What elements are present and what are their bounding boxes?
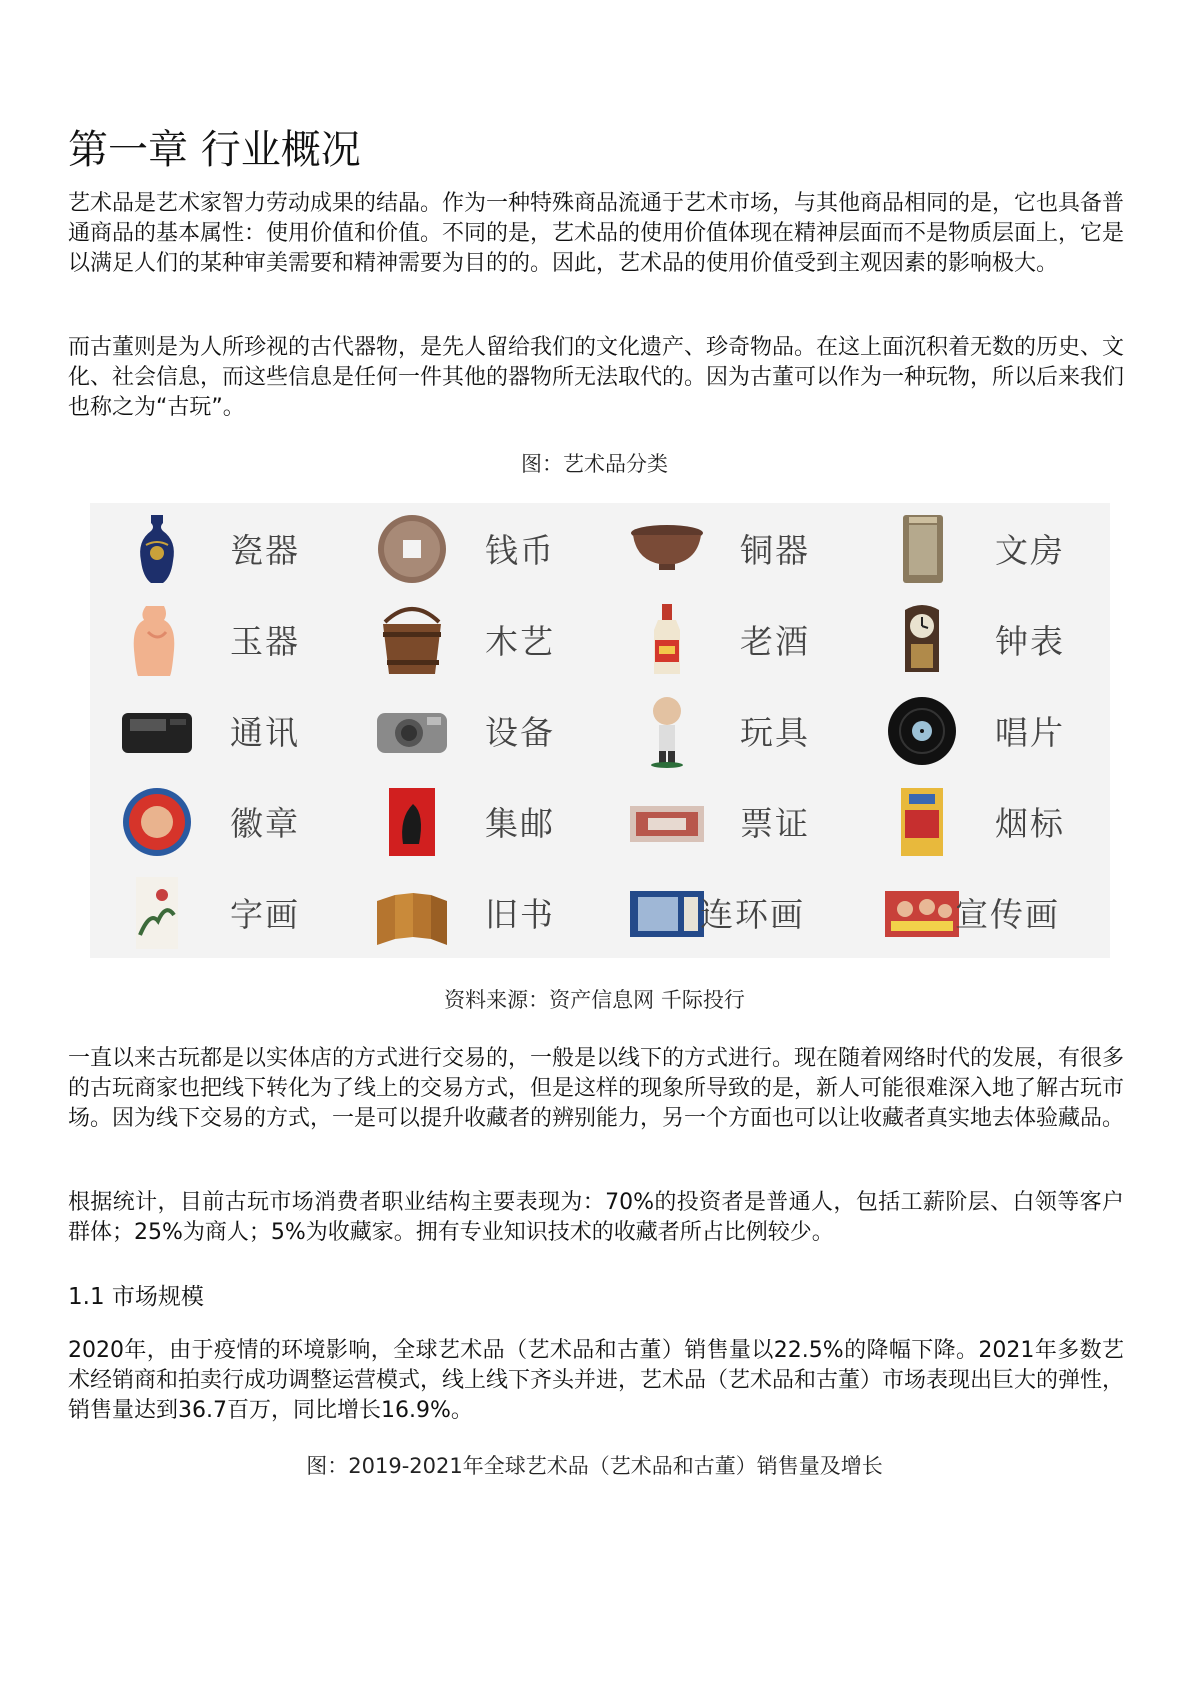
category-label: 烟标 bbox=[995, 804, 1065, 843]
chapter-title: 第一章 行业概况 bbox=[68, 127, 361, 173]
category-cell bbox=[345, 776, 600, 867]
vase-icon bbox=[118, 511, 196, 587]
stamp-icon bbox=[373, 784, 451, 860]
category-cell bbox=[345, 867, 600, 958]
category-cell bbox=[855, 776, 1110, 867]
category-cell bbox=[345, 594, 600, 685]
category-label: 钟表 bbox=[995, 622, 1065, 661]
badge-icon bbox=[118, 784, 196, 860]
artwork-category-figure bbox=[90, 503, 1110, 958]
comic-book-icon bbox=[628, 875, 706, 951]
category-label: 玩具 bbox=[740, 713, 810, 752]
category-cell bbox=[90, 594, 345, 685]
paragraph-artwork-definition: 艺术品是艺术家智力劳动成果的结晶。作为一种特殊商品流通于艺术市场，与其他商品相同的是，它也具备普通商品的基本属性：使用价值和价值。不同的是，艺术品的使用价值体现在精神层面而不是物质层面上，它是以满足人们的某种审美需要和精神需要为目的的。因此，艺术品的使用价值受到主观因素的影响极大。 bbox=[68, 191, 1125, 276]
category-label: 铜器 bbox=[740, 531, 810, 570]
paragraph-antique-definition: 而古董则是为人所珍视的古代器物，是先人留给我们的文化遗产、珍奇物品。在这上面沉积着无数的历史、文化、社会信息，而这些信息是任何一件其他的器物所无法取代的。因为古董可以作为一种玩物，所以后来我们也称之为“古玩”。 bbox=[68, 335, 1125, 420]
wooden-bucket-icon bbox=[373, 602, 451, 678]
category-cell bbox=[855, 594, 1110, 685]
coin-icon bbox=[373, 511, 451, 587]
inkstone-icon bbox=[883, 511, 961, 587]
poster-icon bbox=[883, 875, 961, 951]
category-cell bbox=[345, 685, 600, 776]
liquor-bottle-icon bbox=[628, 602, 706, 678]
pager-icon bbox=[118, 693, 196, 769]
category-cell bbox=[600, 685, 855, 776]
category-cell bbox=[600, 594, 855, 685]
category-label: 徽章 bbox=[230, 804, 300, 843]
category-label: 票证 bbox=[740, 804, 810, 843]
category-label: 老酒 bbox=[740, 622, 810, 661]
category-label: 集邮 bbox=[485, 804, 555, 843]
old-books-icon bbox=[373, 875, 451, 951]
ticket-icon bbox=[628, 784, 706, 860]
category-label: 瓷器 bbox=[230, 531, 300, 570]
category-label: 字画 bbox=[230, 895, 300, 934]
bobblehead-icon bbox=[628, 693, 706, 769]
category-label: 宣传画 bbox=[955, 895, 1060, 934]
category-cell bbox=[855, 867, 1110, 958]
category-cell bbox=[855, 503, 1110, 594]
category-label: 连环画 bbox=[700, 895, 805, 934]
category-cell bbox=[855, 685, 1110, 776]
paragraph-market-size: 2020年，由于疫情的环境影响，全球艺术品（艺术品和古董）销售量以22.5%的降幅下降。2021年多数艺术经销商和拍卖行成功调整运营模式，线上线下齐头并进，艺术品（艺术品和古董）市场表现出巨大的弹性，销售量达到36.7百万，同比增长16.9%。 bbox=[68, 1338, 1125, 1423]
category-label: 玉器 bbox=[230, 622, 300, 661]
category-label: 木艺 bbox=[485, 622, 555, 661]
category-label: 文房 bbox=[995, 531, 1065, 570]
category-cell bbox=[90, 503, 345, 594]
bronze-bowl-icon bbox=[628, 511, 706, 587]
figure1-source: 资料来源：资产信息网 千际投行 bbox=[444, 988, 745, 1012]
category-cell bbox=[345, 503, 600, 594]
painting-icon bbox=[118, 875, 196, 951]
figure1-caption: 图：艺术品分类 bbox=[521, 452, 668, 476]
cigarette-pack-icon bbox=[883, 784, 961, 860]
wall-clock-icon bbox=[883, 602, 961, 678]
jade-icon bbox=[118, 602, 196, 678]
category-label: 设备 bbox=[485, 713, 555, 752]
category-cell bbox=[90, 685, 345, 776]
category-cell bbox=[600, 867, 855, 958]
category-label: 唱片 bbox=[995, 713, 1065, 752]
section-heading-market-size: 1.1 市场规模 bbox=[68, 1284, 204, 1310]
category-cell bbox=[90, 776, 345, 867]
category-cell bbox=[90, 867, 345, 958]
paragraph-trading-methods: 一直以来古玩都是以实体店的方式进行交易的，一般是以线下的方式进行。现在随着网络时代的发展，有很多的古玩商家也把线下转化为了线上的交易方式，但是这样的现象所导致的是，新人可能很难深入地了解古玩市场。因为线下交易的方式，一是可以提升收藏者的辨别能力，另一个方面也可以让收藏者真实地去体验藏品。 bbox=[68, 1046, 1125, 1131]
figure2-caption: 图：2019-2021年全球艺术品（艺术品和古董）销售量及增长 bbox=[306, 1454, 883, 1478]
paragraph-consumer-structure: 根据统计，目前古玩市场消费者职业结构主要表现为：70%的投资者是普通人，包括工薪阶层、白领等客户群体；25%为商人；5%为收藏家。拥有专业知识技术的收藏者所占比例较少。 bbox=[68, 1190, 1124, 1245]
category-label: 钱币 bbox=[485, 531, 555, 570]
category-cell bbox=[600, 503, 855, 594]
vinyl-record-icon bbox=[883, 693, 961, 769]
camera-icon bbox=[373, 693, 451, 769]
category-cell bbox=[600, 776, 855, 867]
category-label: 旧书 bbox=[485, 895, 555, 934]
category-label: 通讯 bbox=[230, 713, 300, 752]
